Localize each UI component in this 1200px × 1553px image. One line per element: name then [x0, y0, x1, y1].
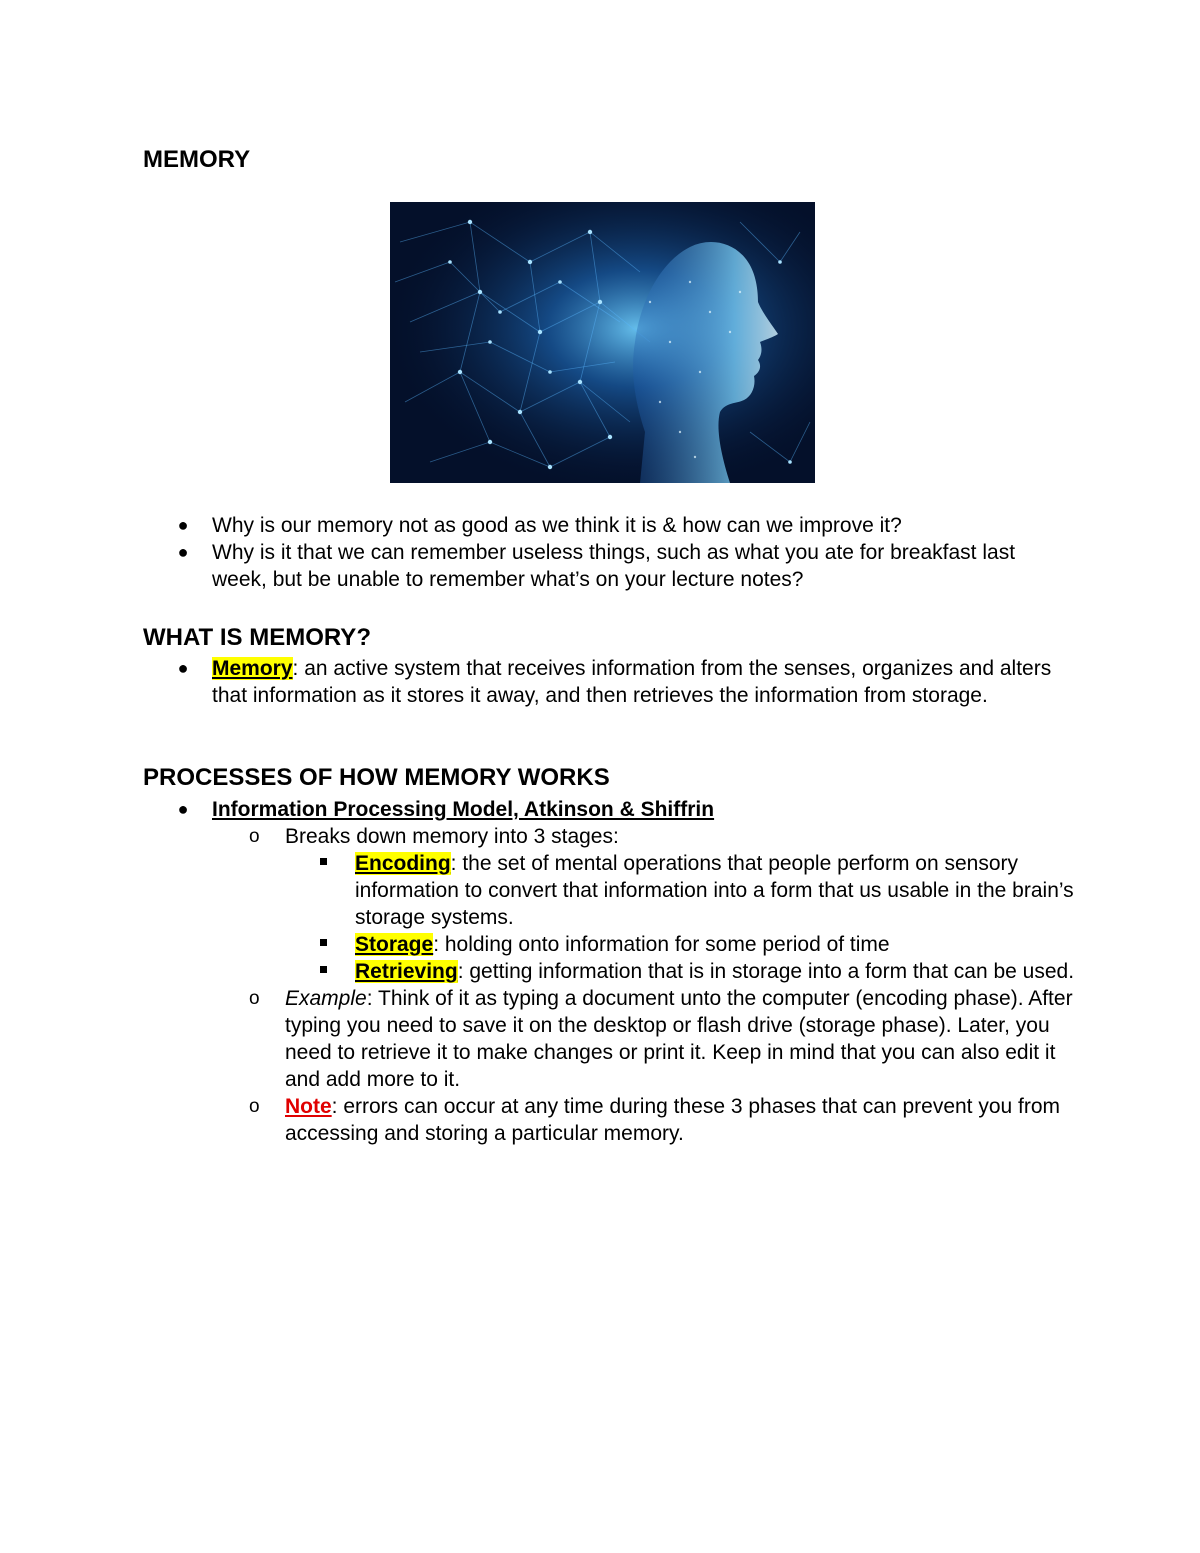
what-is-memory-heading: WHAT IS MEMORY?: [143, 624, 371, 651]
storage-term: Storage: [355, 933, 434, 956]
retrieving-text: : getting information that is in storage into a form that can be used.: [457, 960, 1075, 983]
storage-text: : holding onto information for some period of time: [433, 933, 890, 956]
processes-list: [143, 796, 1083, 1147]
memory-definition-list: [143, 655, 1083, 709]
circle-marker: o: [249, 1096, 260, 1117]
brain-network-image: [390, 202, 815, 483]
model-title: Information Processing Model, Atkinson & Shiffrin: [212, 798, 715, 821]
list-item: [143, 539, 1063, 593]
bullet-marker: ●: [177, 542, 189, 562]
example-text: : Think of it as typing a document unto the computer (encoding phase). After typing you need to save it on the desktop or flash drive (storage phase). Later, you need to retrieve it to make changes or print it. Keep in mind that you can also edit it and add more to it.: [285, 987, 1073, 1091]
bullet-marker: ●: [177, 515, 189, 535]
circle-marker: o: [249, 988, 260, 1009]
head-network-illustration: [390, 202, 815, 483]
square-marker: [320, 966, 327, 973]
page-title: MEMORY: [143, 146, 251, 173]
list-item: [143, 796, 1083, 823]
list-item: [143, 512, 1063, 539]
encoding-text: : the set of mental operations that people perform on sensory information to convert that information into a form that us usable in the brain’s storage systems.: [355, 852, 1074, 929]
list-item: [143, 823, 1083, 850]
note-label: Note: [285, 1095, 332, 1118]
list-item: [143, 1093, 1083, 1147]
memory-term: Memory: [212, 657, 293, 680]
encoding-term: Encoding: [355, 852, 451, 875]
square-marker: [320, 939, 327, 946]
memory-definition: : an active system that receives information from the senses, organizes and alters that information as it stores it away, and then retrieves the information from storage.: [212, 657, 1052, 707]
note-text: : errors can occur at any time during these 3 phases that can prevent you from accessing and storing a particular memory.: [285, 1095, 1061, 1145]
intro-question-text: Why is it that we can remember useless things, such as what you ate for breakfast last week, but be unable to remember what’s on your lecture notes?: [212, 541, 1016, 591]
example-label: Example: [285, 987, 367, 1010]
intro-question-text: Why is our memory not as good as we think it is & how can we improve it?: [212, 514, 902, 537]
bullet-marker: ●: [177, 658, 189, 678]
list-item: [143, 958, 1083, 985]
bullet-marker: ●: [177, 799, 189, 819]
list-item: [143, 985, 1083, 1093]
stages-intro: Breaks down memory into 3 stages:: [285, 825, 619, 848]
circle-marker: o: [249, 826, 260, 847]
intro-question-list: [143, 512, 1063, 593]
square-marker: [320, 858, 327, 865]
list-item: [143, 931, 1083, 958]
list-item: [143, 850, 1083, 931]
processes-heading: PROCESSES OF HOW MEMORY WORKS: [143, 764, 610, 791]
retrieving-term: Retrieving: [355, 960, 458, 983]
list-item: [143, 655, 1083, 709]
